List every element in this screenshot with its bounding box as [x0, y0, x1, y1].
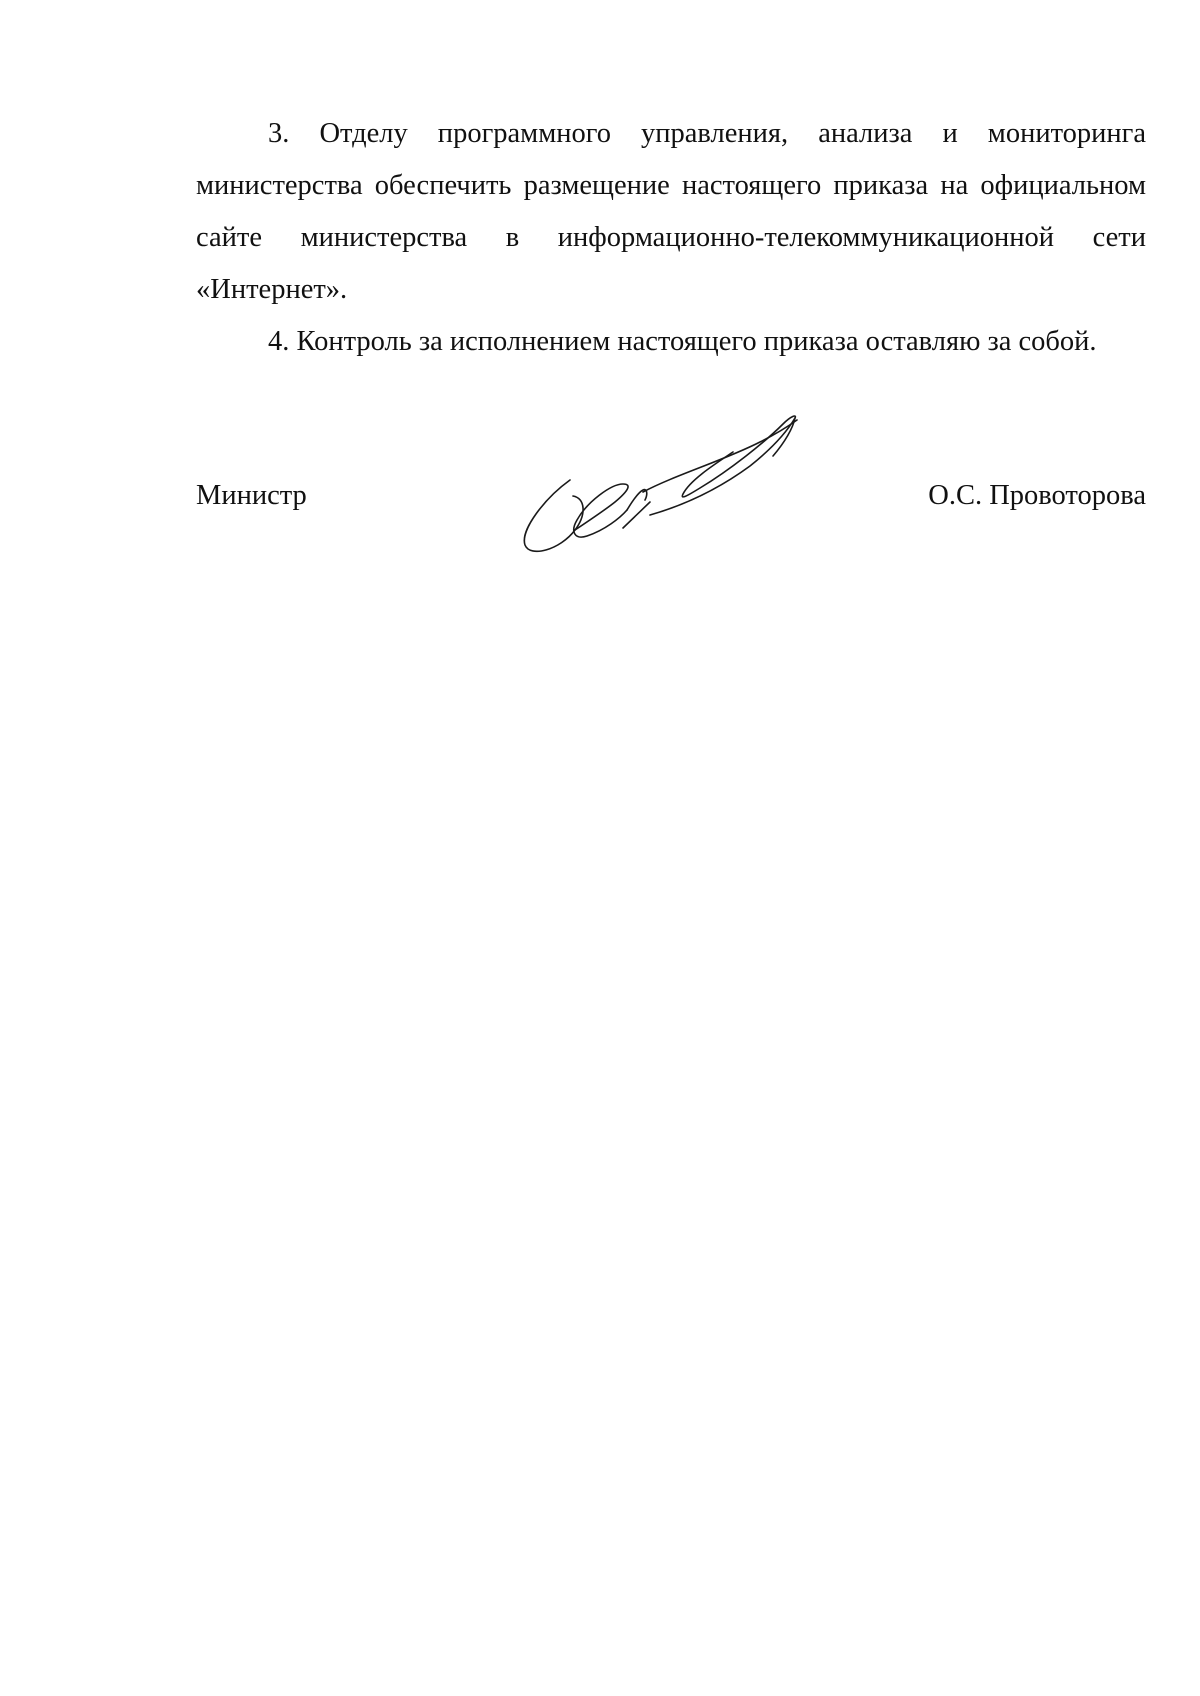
signatory-name: О.С. Провоторова — [928, 480, 1146, 511]
signature-stroke — [524, 480, 583, 551]
paragraph-4-text: Контроль за исполнением настоящего приказа оставляю за собой. — [296, 326, 1097, 357]
signature-stroke — [650, 416, 795, 515]
signature-stroke — [623, 502, 650, 528]
order-body — [196, 108, 1146, 368]
paragraph-4 — [196, 316, 1146, 368]
signature-stroke — [574, 484, 628, 537]
paragraph-3-text: Отделу программного управления, анализа и мониторинга министерства обеспечить размещение настоящего приказа на официальном сайте министерства в информационно-телекоммуникационной сети «Интернет». — [196, 118, 1146, 305]
paragraph-3-number: 3. — [268, 118, 290, 149]
paragraph-4-number: 4. — [268, 326, 290, 357]
paragraph-3 — [196, 108, 1146, 316]
handwritten-signature — [515, 380, 815, 560]
signatory-position: Министр — [196, 480, 307, 511]
